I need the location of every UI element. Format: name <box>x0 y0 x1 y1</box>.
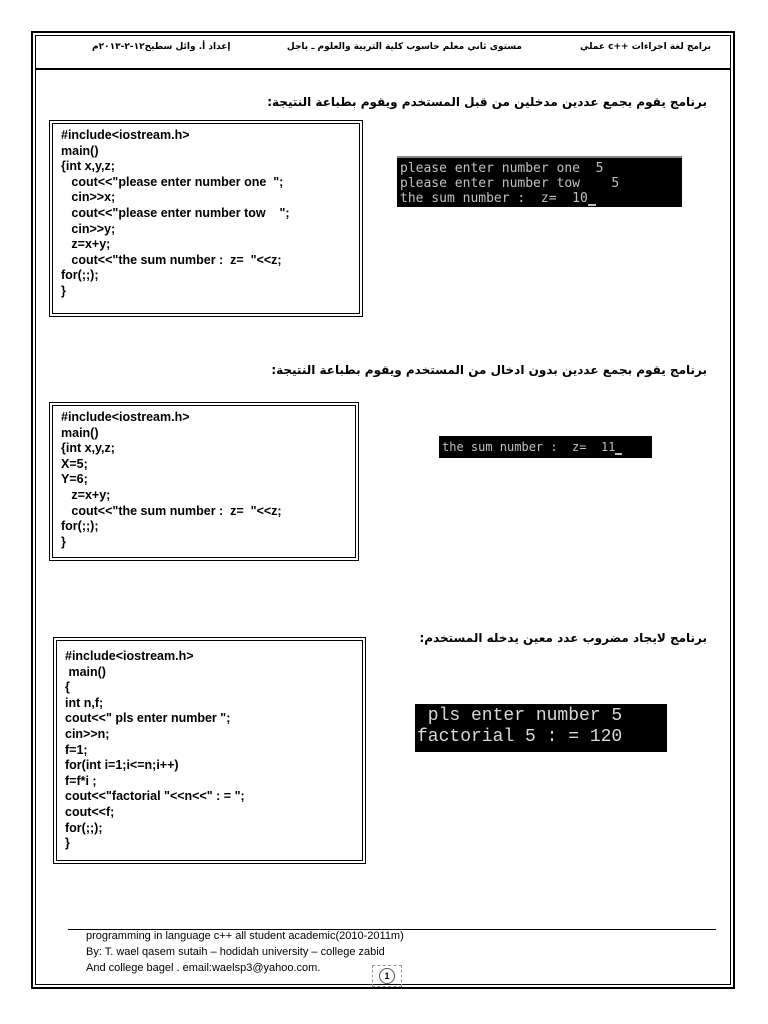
console-line: factorial 5 : = 120 <box>417 727 623 747</box>
code-line: cout<<"the sum number : z= "<<z; <box>61 503 282 518</box>
code-line: f=1; <box>65 742 88 757</box>
code-line: #include<iostream.h> <box>65 649 194 663</box>
code-line: cin>>n; <box>65 726 110 741</box>
code-line: {int x,y,z; <box>61 441 115 456</box>
section-3-heading: برنامج لايجاد مضروب عدد معين يدخله المستخدم: <box>419 631 707 645</box>
code-line: } <box>61 534 66 549</box>
section-1-code-box <box>49 120 363 317</box>
header-course-title: برامج لغة اجراءات ++c عملي <box>580 42 711 52</box>
code-line: for(int i=1;i<=n;i++) <box>65 758 179 773</box>
code-line: cin>>y; <box>61 221 116 236</box>
cursor-icon <box>588 204 596 206</box>
section-1-console-output <box>397 156 682 207</box>
footer-line-2: By: T. wael qasem sutaih – hodidah university – college zabid <box>86 946 385 958</box>
code-line: for(;;); <box>61 519 99 534</box>
code-line: for(;;); <box>65 820 103 835</box>
console-line: please enter number tow 5 <box>400 176 620 191</box>
section-1-heading: برنامج يقوم بجمع عددين مدخلين من قبل المستخدم ويقوم بطباعة النتيجة: <box>267 95 707 109</box>
footer-line-3: And college bagel . email:waelsp3@yahoo.com. <box>86 962 321 974</box>
code-line: main() <box>65 664 106 679</box>
console-line: please enter number one 5 <box>400 161 604 176</box>
console-line: the sum number : z= 10 <box>400 191 588 206</box>
cursor-icon <box>615 453 622 455</box>
page-number: 1 <box>379 968 395 984</box>
section-2-heading: برنامج يقوم بجمع عددين بدون ادخال من المستخدم ويقوم بطباعة النتيجة: <box>271 363 707 377</box>
code-line: cout<<"please enter number tow "; <box>61 205 290 220</box>
code-line: } <box>65 836 70 851</box>
header-level: مستوى ثاني معلم حاسوب كلية التربية والعلوم ـ باجل <box>286 42 522 52</box>
section-3-code-box <box>53 637 366 864</box>
code-line: cout<<"please enter number one "; <box>61 174 284 189</box>
page-number-badge <box>372 965 402 987</box>
header-author: إعداد أ. وائل سطيح١٢-٢-٢٠١٣م <box>92 42 231 52</box>
code-line: X=5; <box>61 456 88 471</box>
code-line: {int x,y,z; <box>61 159 115 174</box>
footer-line-1: programming in language c++ all student academic(2010-2011m) <box>86 930 404 942</box>
code-line: cout<<" pls enter number "; <box>65 711 231 726</box>
code-line: cout<<"factorial "<<n<<" : = "; <box>65 789 245 804</box>
code-line: z=x+y; <box>61 487 111 502</box>
section-2-code-box <box>49 402 359 561</box>
console-line: pls enter number 5 <box>417 706 623 726</box>
code-line: cin>>x; <box>61 190 116 205</box>
code-line: { <box>65 680 70 695</box>
section-2-console-output <box>439 436 652 458</box>
code-line: f=f*i ; <box>65 773 97 788</box>
code-line: Y=6; <box>61 472 88 487</box>
code-line: int n,f; <box>65 695 104 710</box>
code-line: for(;;); <box>61 268 99 283</box>
code-line: #include<iostream.h> <box>61 410 190 424</box>
code-line: z=x+y; <box>61 237 111 252</box>
header-divider <box>35 68 731 70</box>
console-line: the sum number : z= 11 <box>442 440 616 454</box>
code-line: cout<<"the sum number : z= "<<z; <box>61 252 282 267</box>
code-line: main() <box>61 425 99 440</box>
code-line: cout<<f; <box>65 804 115 819</box>
code-line: #include<iostream.h> <box>61 128 190 142</box>
code-line: } <box>61 283 66 298</box>
code-line: main() <box>61 143 99 158</box>
section-3-console-output <box>415 704 667 752</box>
